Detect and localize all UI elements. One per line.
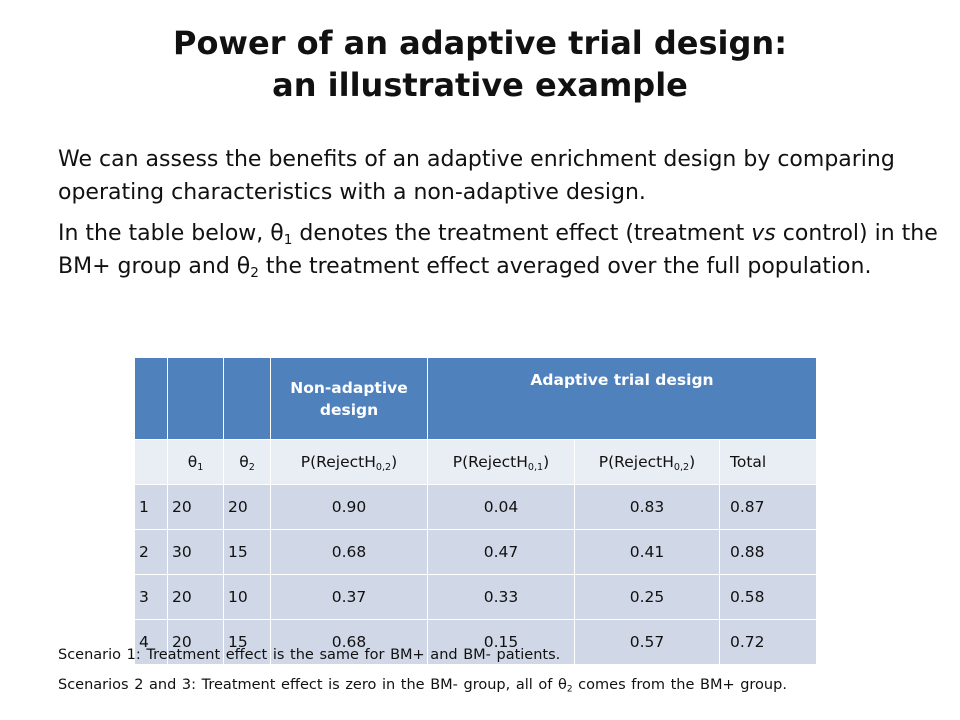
subheader-p-reject-h02-nonadaptive [271,440,428,485]
scenario-number: 3 [135,575,168,620]
theta2-value: 15 [224,530,271,575]
theta1-value: 30 [168,530,224,575]
subheader-p-reject-h02-adaptive [575,440,720,485]
intro-italic-vs: vs [751,221,776,246]
subheader-total: Total [720,440,817,485]
theta-symbol: θ [239,453,249,471]
reject-h02-value: 0.41 [575,530,720,575]
reject-h02-value: 0.25 [575,575,720,620]
header-blank [168,358,224,440]
theta1-value: 20 [168,620,224,665]
total-value: 0.87 [720,485,817,530]
table-row [135,530,817,575]
theta2-value: 10 [224,575,271,620]
intro-paragraph-2 [58,217,938,283]
results-table [134,357,817,665]
header-adaptive: Adaptive trial design [428,358,817,440]
scenario-number: 4 [135,620,168,665]
table-row [135,575,817,620]
theta2-subscript: 2 [566,684,573,695]
intro-text-part: control) in the BM+ group and θ [58,221,938,279]
title-line-1: Power of an adaptive trial design: [172,24,787,62]
header-non-adaptive: Non-adaptive design [271,358,428,440]
intro-text-part: the treatment effect averaged over the full population. [258,254,872,279]
reject-h01-value: 0.47 [428,530,575,575]
theta1-value: 20 [168,485,224,530]
nonadaptive-power: 0.68 [271,620,428,665]
subheader-p-reject-h01 [428,440,575,485]
reject-h02-value: 0.83 [575,485,720,530]
nonadaptive-power: 0.68 [271,530,428,575]
subheader-theta2 [224,440,271,485]
subheader-theta1 [168,440,224,485]
reject-h01-value: 0.04 [428,485,575,530]
scenario-number: 2 [135,530,168,575]
subscript: 2 [248,461,255,473]
label: ) [391,453,398,471]
theta2-subscript: 2 [250,265,259,282]
footnote-scenario-1: Scenario 1: Treatment effect is the same for BM+ and BM- patients. [58,647,561,663]
reject-h01-value: 0.15 [428,620,575,665]
footnote-scenarios-2-3 [58,670,948,700]
intro-text-part: denotes the treatment effect (treatment [292,221,752,246]
table-header-row [135,358,817,440]
theta-symbol: θ [187,453,198,471]
total-value: 0.58 [720,575,817,620]
subscript: 1 [197,461,204,473]
subscript: 0,2 [375,461,392,473]
slide-title [0,22,960,106]
subscript: 0,2 [673,461,690,473]
theta1-value: 20 [168,575,224,620]
reject-h02-value: 0.57 [575,620,720,665]
scenario-number: 1 [135,485,168,530]
label: P(RejectH [300,453,376,471]
footnote-text-part: comes from the BM+ group. [572,677,787,693]
total-value: 0.72 [720,620,817,665]
total-value: 0.88 [720,530,817,575]
theta1-subscript: 1 [283,232,293,249]
intro-text-part: In the table below, θ [58,221,284,246]
label: ) [543,453,550,471]
footnotes [58,640,948,700]
subscript: 0,1 [527,461,544,473]
table-row [135,485,817,530]
label: ) [689,453,696,471]
subheader-blank [135,440,168,485]
nonadaptive-power: 0.90 [271,485,428,530]
header-blank [224,358,271,440]
table-subheader-row [135,440,817,485]
header-blank [135,358,168,440]
intro-paragraph-1: We can assess the benefits of an adaptive enrichment design by comparing operating characteristics with a non-adaptive design. [58,147,895,205]
theta2-value: 20 [224,485,271,530]
footnote-text-part: Scenarios 2 and 3: Treatment effect is zero in the BM- group, all of θ [58,677,567,693]
reject-h01-value: 0.33 [428,575,575,620]
title-line-2: an illustrative example [272,66,688,104]
intro-text [58,143,938,291]
theta2-value: 15 [224,620,271,665]
label: P(RejectH [598,453,674,471]
nonadaptive-power: 0.37 [271,575,428,620]
label: P(RejectH [452,453,528,471]
